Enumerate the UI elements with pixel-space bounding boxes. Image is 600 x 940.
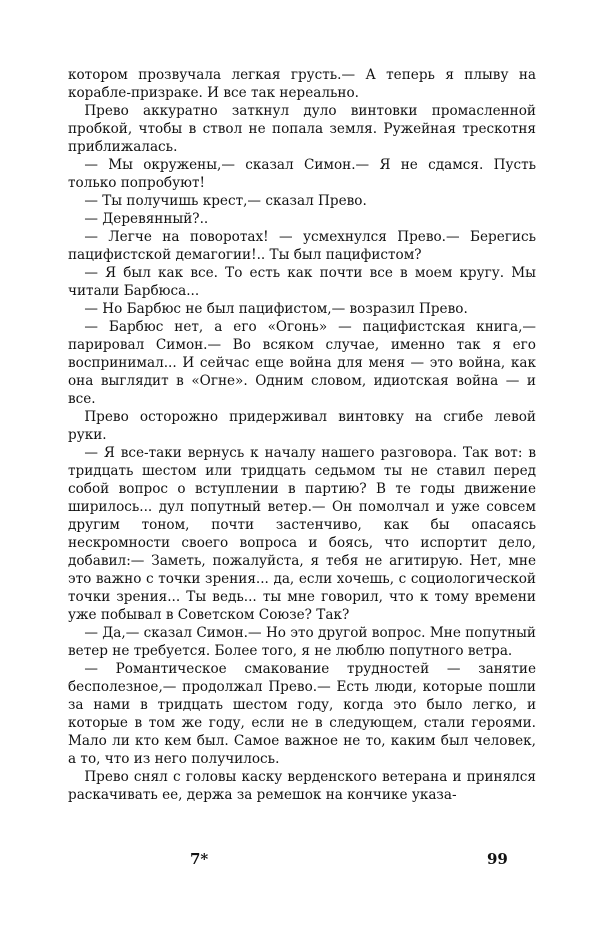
paragraph: — Деревянный?.. <box>84 211 209 227</box>
page-footer <box>0 850 600 872</box>
paragraph: — Ты получишь крест,— сказал Прево. <box>84 193 367 209</box>
paragraph: — Романтическое смакование трудностей — занятие бесполезное,— продолжал Прево.— Есть люди, которые пошли за нами в тридцать шестом году, когда это было легко, и которые в том же году, если не в следующем, стали героями. Мало ли кто кем был. Самое важное не то, каким был человек, а то, что из него получилось. <box>68 661 536 767</box>
page-text <box>68 66 536 804</box>
paragraph: — Но Барбюс не был пацифистом,— возразил Прево. <box>84 301 468 317</box>
paragraph: Прево осторожно придерживал винтовку на сгибе левой руки. <box>68 409 536 443</box>
page-number: 99 <box>487 850 508 868</box>
paragraph: Прево аккуратно заткнул дуло винтовки промасленной пробкой, чтобы в ствол не попала земля. Ружейная трескотня приближалась. <box>68 103 536 155</box>
paragraph: — Мы окружены,— сказал Симон.— Я не сдамся. Пусть только попробуют! <box>68 157 536 191</box>
paragraph: — Я все-таки вернусь к началу нашего разговора. Так вот: в тридцать шестом или тридцать седьмом ты не ставил перед собой вопрос о вступлении в партию? В те годы движение ширилось... дул попутный ветер.— Он помолчал и уже совсем другим тоном, почти застенчиво, как бы опасаясь нескромности своего вопроса и боясь, что испортит дело, добавил:— Заметь, пожалуйста, я тебя не агитирую. Нет, мне это важно с точки зрения... да, если хочешь, с социологической точки зрения... Ты ведь... ты мне говорил, что к тому времени уже побывал в Советском Союзе? Так? <box>68 445 536 623</box>
paragraph: Прево снял с головы каску верденского ветерана и принялся раскачивать ее, держа за ремешок на кончике указа- <box>68 769 536 803</box>
paragraph: — Легче на поворотах! — усмехнулся Прево.— Берегись пацифистской демагогии!.. Ты был пацифистом? <box>68 229 536 263</box>
paragraph: — Я был как все. То есть как почти все в моем кругу. Мы читали Барбюса... <box>68 265 536 299</box>
signature-mark: 7* <box>190 850 209 868</box>
paragraph: — Да,— сказал Симон.— Но это другой вопрос. Мне попутный ветер не требуется. Более того, я не люблю попутного ветра. <box>68 625 536 659</box>
paragraph: — Барбюс нет, а его «Огонь» — пацифистская книга,— парировал Симон.— Во всяком случае, именно так я его воспринимал... И сейчас еще война для меня — это война, как она выглядит в «Огне». Одним словом, идиотская война — и все. <box>68 319 536 407</box>
paragraph: котором прозвучала легкая грусть.— А теперь я плыву на корабле-призраке. И все так нереально. <box>68 67 536 101</box>
